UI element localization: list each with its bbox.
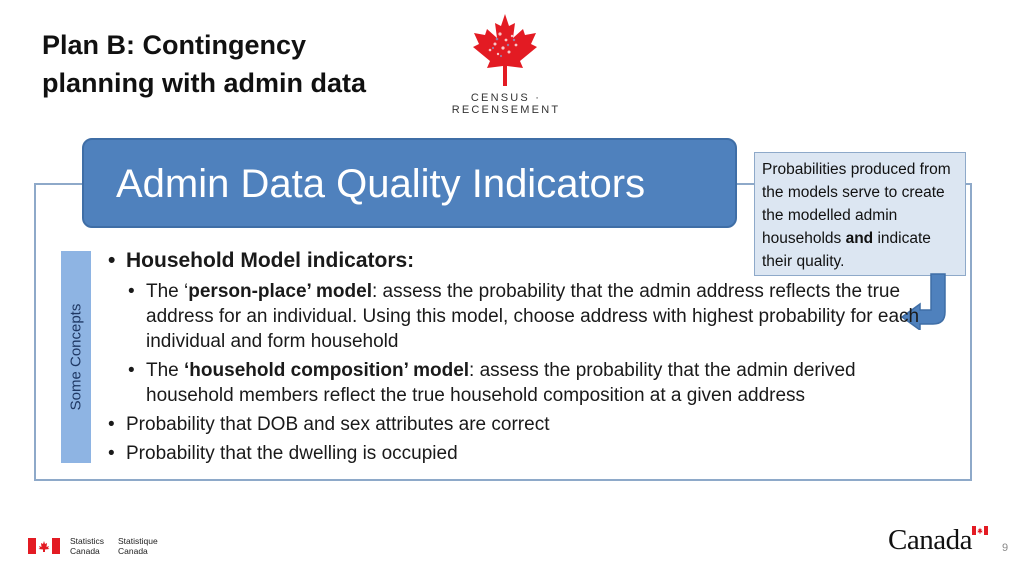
bullet-list <box>104 248 924 470</box>
callout-text-end: indicate their quality. <box>762 230 931 270</box>
sub1-post: : assess the probability that the admin address reflects the true address for an individual. Using this model, choose address with highest probability for each individual and form household <box>146 281 920 352</box>
statcan-fr-line2: Canada <box>118 546 148 556</box>
bullet-dwelling-occupied <box>104 441 924 466</box>
census-logo <box>430 10 582 116</box>
canada-flag-icon <box>28 538 60 554</box>
wordmark-flag-icon <box>972 526 988 535</box>
maple-leaf-icon <box>470 12 540 88</box>
slide-title-line-2: planning with admin data <box>42 68 366 98</box>
banner-title: Admin Data Quality Indicators <box>116 162 646 206</box>
bullet-person-place-model <box>104 279 924 354</box>
side-tab <box>61 251 91 463</box>
statcan-en-line2: Canada <box>70 546 100 556</box>
bullet-heading-text: Household Model indicators: <box>126 249 415 272</box>
slide-title-line-1: Plan B: Contingency <box>42 30 307 60</box>
callout-bold: and <box>845 230 874 247</box>
bullet-dwelling-text: Probability that the dwelling is occupied <box>126 443 458 464</box>
callout-text: Probabilities produced from the models serve to create the modelled admin households <box>762 161 951 247</box>
statcan-english <box>70 536 104 556</box>
canada-wordmark <box>888 524 988 556</box>
sub1-bold: person-place’ model <box>188 281 372 302</box>
sub1-pre: The ‘ <box>146 281 189 302</box>
slide-title <box>42 26 366 102</box>
page-number: 9 <box>1002 542 1009 554</box>
canada-wordmark-text: Canada <box>888 524 972 556</box>
sub2-pre: The <box>146 360 185 381</box>
sub2-post: : assess the probability that the admin derived household members reflect the true household composition at a given address <box>146 360 856 406</box>
statcan-french <box>118 536 158 556</box>
bullet-household-composition-model <box>104 358 924 408</box>
bullet-dob-sex <box>104 412 924 437</box>
side-tab-label: Some Concepts <box>67 303 85 411</box>
section-banner <box>82 138 737 228</box>
sub2-bold: ‘household composition’ model <box>184 360 470 381</box>
census-logo-text: CENSUS · RECENSEMENT <box>451 92 561 116</box>
statcan-logo <box>28 536 168 556</box>
bullet-dob-sex-text: Probability that DOB and sex attributes are correct <box>126 414 550 435</box>
statcan-en-line1: Statistics <box>70 536 105 546</box>
statcan-fr-line1: Statistique <box>118 536 158 546</box>
bullet-household-model-heading <box>104 248 924 273</box>
